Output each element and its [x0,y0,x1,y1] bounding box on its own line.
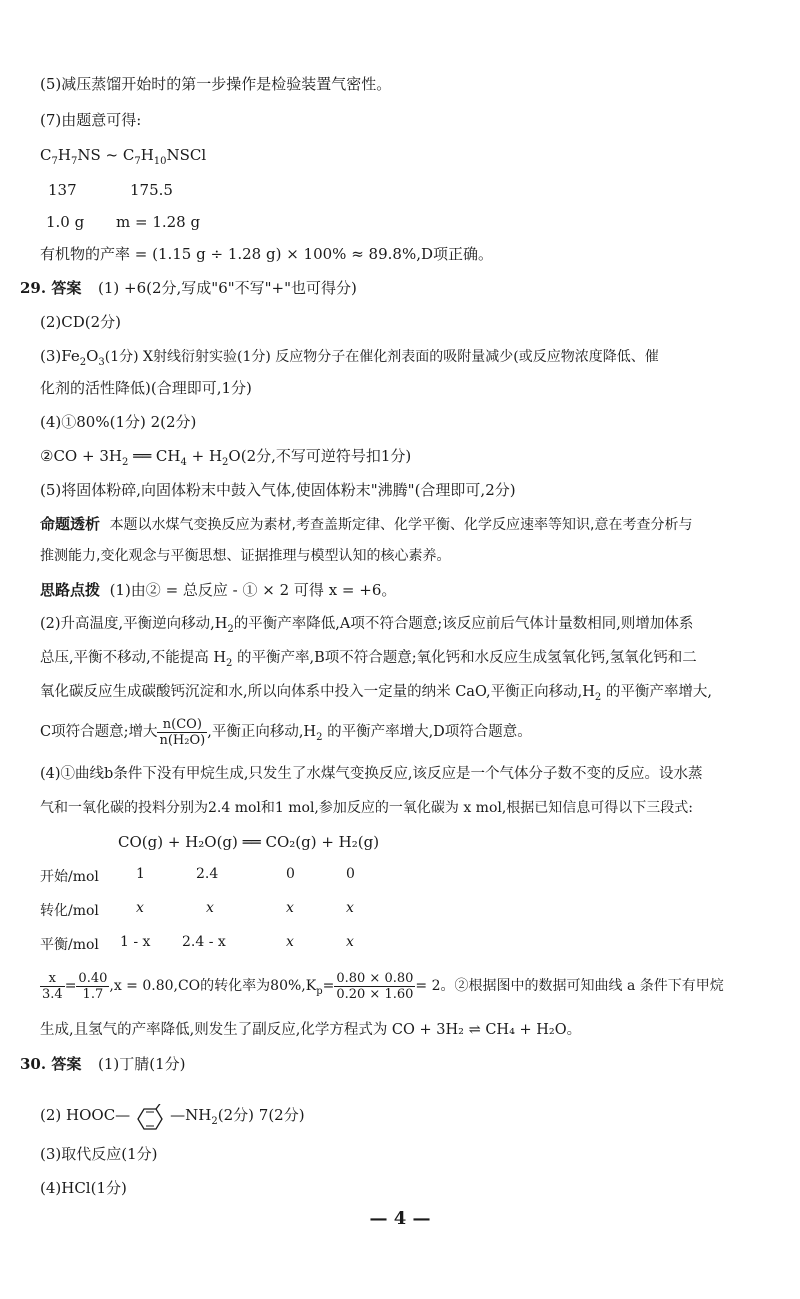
q29-answer-label: 29. 答案 [20,279,82,297]
page-number: — 4 — [369,1208,431,1229]
q30-a3: (3)取代反应(1分) [40,1145,158,1163]
hint-line: 思路点拨 (1)由② = 总反应 - ① × 2 可得 x = +6。 [40,581,397,599]
table-cell: x [346,900,354,916]
q30-a1: (1)丁腈(1分) [98,1055,186,1073]
table-row-start-label: 开始/mol [40,869,99,885]
equilibrium-equation: CO(g) + H₂O(g) ══ CO₂(g) + H₂(g) [118,833,380,851]
q29-a2: (2)CD(2分) [40,313,121,331]
fraction-n-co: $\frac{n(CO)}{\text{n(H₂O)}}$ [159,716,206,748]
formula-line: $C_7H_7NS$ ~ $C_7H_{10}NSCl$ [40,146,207,167]
q29-a3: $(3)Fe_2O_3(1$分) X射线衍射实验(1分) 反应物分子在催化剂表面的吸附量减少(或反应物浓度降低、催 [40,347,659,368]
p4-line-2: 气和一氧化碳的投料分别为2.4 mol和1 mol,参加反应的一氧化碳为 x mol,根据已知信息可得以下三段式: [40,800,694,816]
q29-a4-eq: ②CO + $3H_2$ ══ $CH_4 + H_2O(2$分,不写可逆符号扣1分) [40,447,412,468]
fraction-x-3-4: $\frac{x}{3.4}$ [42,970,63,1002]
p2-line-2: 总压,平衡不移动,不能提高 $H_2$ 的平衡产率,B项不符合题意;氧化钙和水反应生成氢氧化钙,氢氧化钙和二 [40,650,697,669]
table-cell: x [286,900,294,916]
table-cell: 0 [346,866,355,882]
benzene-ring-icon [130,1104,170,1128]
fraction-kp: $\frac{0.80 \times 0.80}{0.20 \times 1.60}$ [336,970,414,1002]
table-row-eq-label: 平衡/mol [40,937,99,953]
q29-a4: (4)①80%(1分) 2(2分) [40,413,197,431]
q30-a2: (2) HOOC— $—NH_2(2$分) 7(2分) [40,1100,305,1130]
q29-a5: (5)将固体粉碎,向固体粉末中鼓入气体,使固体粉末"沸腾"(合理即可,2分) [40,481,516,499]
line-7-header: (7)由题意可得: [40,111,142,129]
p2-line-4: C项符合题意;增大 $\frac{n(CO)}{\text{n(H₂O)}}$ ,平衡正向移动$,H_2$ 的平衡产率增大,D项符合题意。 [40,716,532,748]
q29-a1: (1) +6(2分,写成"6"不写"+"也可得分) [98,279,357,297]
table-cell: x [136,900,144,916]
q29-a3-cont: 化剂的活性降低)(合理即可,1分) [40,379,252,397]
table-cell: x [206,900,214,916]
p4-line-1: (4)①曲线b条件下没有甲烷生成,只发生了水煤气变换反应,该反应是一个气体分子数不变的反应。设水蒸 [40,766,703,782]
calc-line: $\frac{x}{3.4}$ = $\frac{0.40}{1.7}$ ,x = 0.80,CO的转化率为$80\%,K_p=$ $\frac{0.80 \times 0.80}{0.20 \times 1.60}$ = 2。②根据图中的数据可知曲线 a 条件下有甲烷 [42,970,724,1002]
analysis-line: 命题透析 本题以水煤气变换反应为素材,考查盖斯定律、化学平衡、化学反应速率等知识,意在考查分析与 [40,515,693,533]
p2-line-1: (2)升高温度,平衡逆向移动$,H_2$的平衡产率降低,A项不符合题意;该反应前后气体计量数相同,则增加体系 [40,616,694,635]
table-cell: x [346,934,354,950]
analysis-line-2: 推测能力,变化观念与平衡思想、证据推理与模型认知的核心素养。 [40,548,451,564]
p2-line-3: 氧化碳反应生成碳酸钙沉淀和水,所以向体系中投入一定量的纳米 CaO,平衡正向移动$,H_2$ 的平衡产率增大, [40,684,712,703]
table-cell: x [286,934,294,950]
table-row-change-label: 转化/mol [40,903,99,919]
q30-a4: (4)HCl(1分) [40,1179,127,1197]
yield-line: 有机物的产率 = (1.15 g ÷ 1.28 g) × 100% ≈ 89.8%,D项正确。 [40,245,493,263]
fraction-0-4-1-7: $\frac{0.40}{1.7}$ [78,970,108,1002]
table-cell: 1 - x [120,934,151,950]
table-cell: 0 [286,866,295,882]
calc-line-2: 生成,且氢气的产率降低,则发生了副反应,化学方程式为 CO + 3H₂ ⇌ CH₄ + H₂O。 [40,1022,582,1038]
line-5-vacuum: (5)减压蒸馏开始时的第一步操作是检验装置气密性。 [40,75,392,93]
table-cell: 2.4 - x [182,934,226,950]
table-cell: 1 [136,866,145,882]
table-cell: 2.4 [196,866,219,882]
q30-answer-label: 30. 答案 [20,1055,82,1073]
